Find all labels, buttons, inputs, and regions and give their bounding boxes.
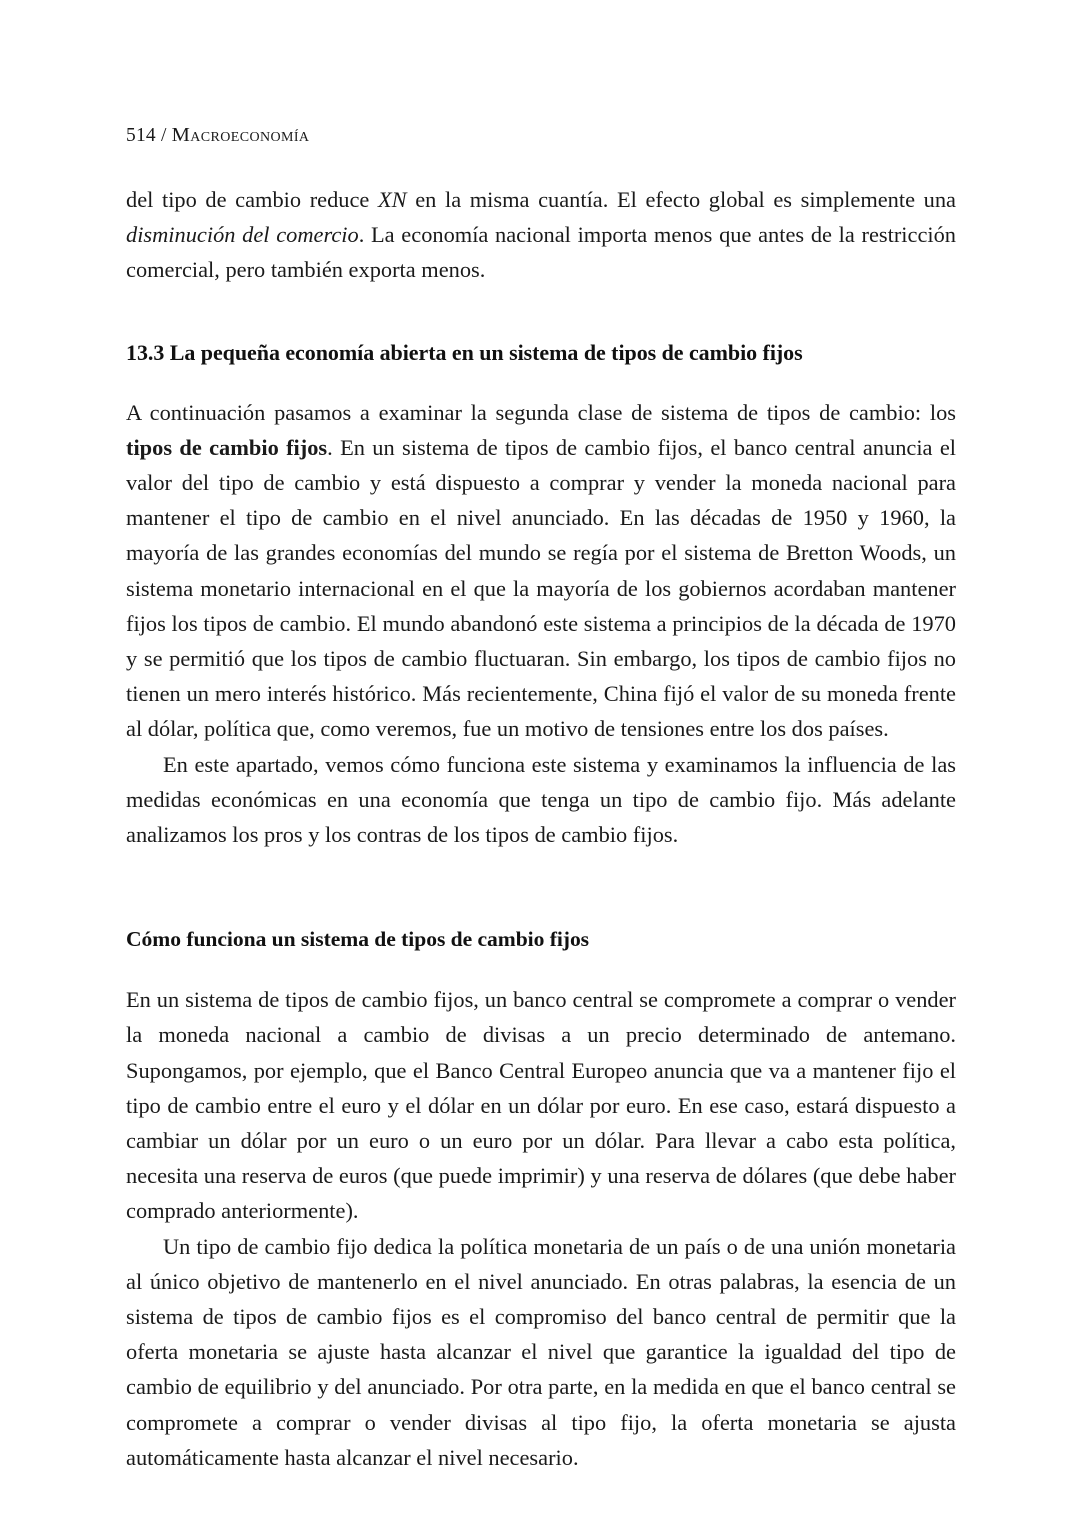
paragraph-continuation	[126, 182, 956, 288]
key-term-tipos-de-cambio-fijos: tipos de cambio fijos	[126, 434, 328, 460]
section-heading-13-3: 13.3 La pequeña economía abierta en un sistema de tipos de cambio fijos	[126, 339, 803, 365]
paragraph-1-part-1: del tipo de cambio reduce	[126, 187, 378, 212]
variable-xn: XN	[377, 187, 407, 212]
page-folio-number: 514	[126, 125, 156, 146]
text-column	[126, 182, 956, 1475]
book-title: Macroeconomía	[171, 124, 310, 146]
running-header	[126, 124, 309, 147]
paragraph-section-overview: En este apartado, vemos cómo funciona este sistema y examinamos la influencia de las medidas económicas en una economía que tenga un tipo de cambio fijo. Más adelante analizamos los pros y los contras de los tipos de cambio fijos.	[126, 751, 956, 848]
paragraph-central-bank-commitment: En un sistema de tipos de cambio fijos, un banco central se compromete a comprar o vender la moneda nacional a cambio de divisas a un precio determinado de antemano. Supongamos, por ejemplo, que el Banco Central Europeo anuncia que va a mantener fijo el tipo de cambio entre el euro y el dólar en un dólar por euro. En ese caso, estará dispuesto a cambiar un dólar por un euro o un euro por un dólar. Para llevar a cabo esta política, necesita una reserva de euros (que puede imprimir) y una reserva de dólares (que debe haber comprado anteriormente).	[126, 987, 956, 1224]
paragraph-monetary-policy-dedication: Un tipo de cambio fijo dedica la política monetaria de un país o de una unión monetaria al único objetivo de mantenerlo en el nivel anunciado. En otras palabras, la esencia de un sistema de tipos de cambio fijos es el compromiso del banco central de permitir que la oferta monetaria se ajuste hasta alcanzar el nivel que garantice la igualdad del tipo de cambio de equilibrio y del anunciado. Por otra parte, en la medida en que el banco central se compromete a comprar o vender divisas al tipo fijo, la oferta monetaria se ajusta automáticamente hasta alcanzar el nivel necesario.	[126, 1233, 956, 1470]
spacer-after-section-heading	[126, 368, 956, 395]
paragraph-fixed-exchange-intro	[126, 395, 956, 747]
sub-heading-como-funciona: Cómo funciona un sistema de tipos de cambio fijos	[126, 927, 590, 952]
paragraph-2-part-2: . En un sistema de tipos de cambio fijos, el banco central anuncia el valor del tipo de cambio y está dispuesto a comprar y vender la moneda nacional para mantener el tipo de cambio en el nivel anunciado. En las décadas de 1950 y 1960, la mayoría de las grandes economías del mundo se regía por el sistema de Bretton Woods, un sistema monetario internacional en el que la mayoría de los gobiernos acordaban mantener fijos los tipos de cambio. El mundo abandonó este sistema a principios de la década de 1970 y se permitió que los tipos de cambio fluctuaran. Sin embargo, los tipos de cambio fijos no tienen un mero interés histórico. Más recientemente, China fijó el valor de su moneda frente al dólar, política que, como veremos, fue un motivo de tensiones entre los dos países.	[126, 434, 956, 742]
paragraph-1-part-2: en la misma cuantía. El efecto global es simplemente una	[406, 187, 956, 212]
spacer-before-sub-heading	[126, 852, 956, 924]
spacer-after-sub-heading	[126, 954, 956, 982]
paragraph-1-part-3: . La economía nacional importa menos que antes de la restricción comercial, pero también exporta menos.	[126, 222, 956, 283]
spacer-before-section-heading	[126, 288, 956, 338]
header-separator: /	[160, 125, 167, 146]
emphasis-disminucion-del-comercio: disminución del comercio	[126, 222, 359, 248]
paragraph-2-part-1: A continuación pasamos a examinar la segunda clase de sistema de tipos de cambio: los	[126, 399, 956, 425]
